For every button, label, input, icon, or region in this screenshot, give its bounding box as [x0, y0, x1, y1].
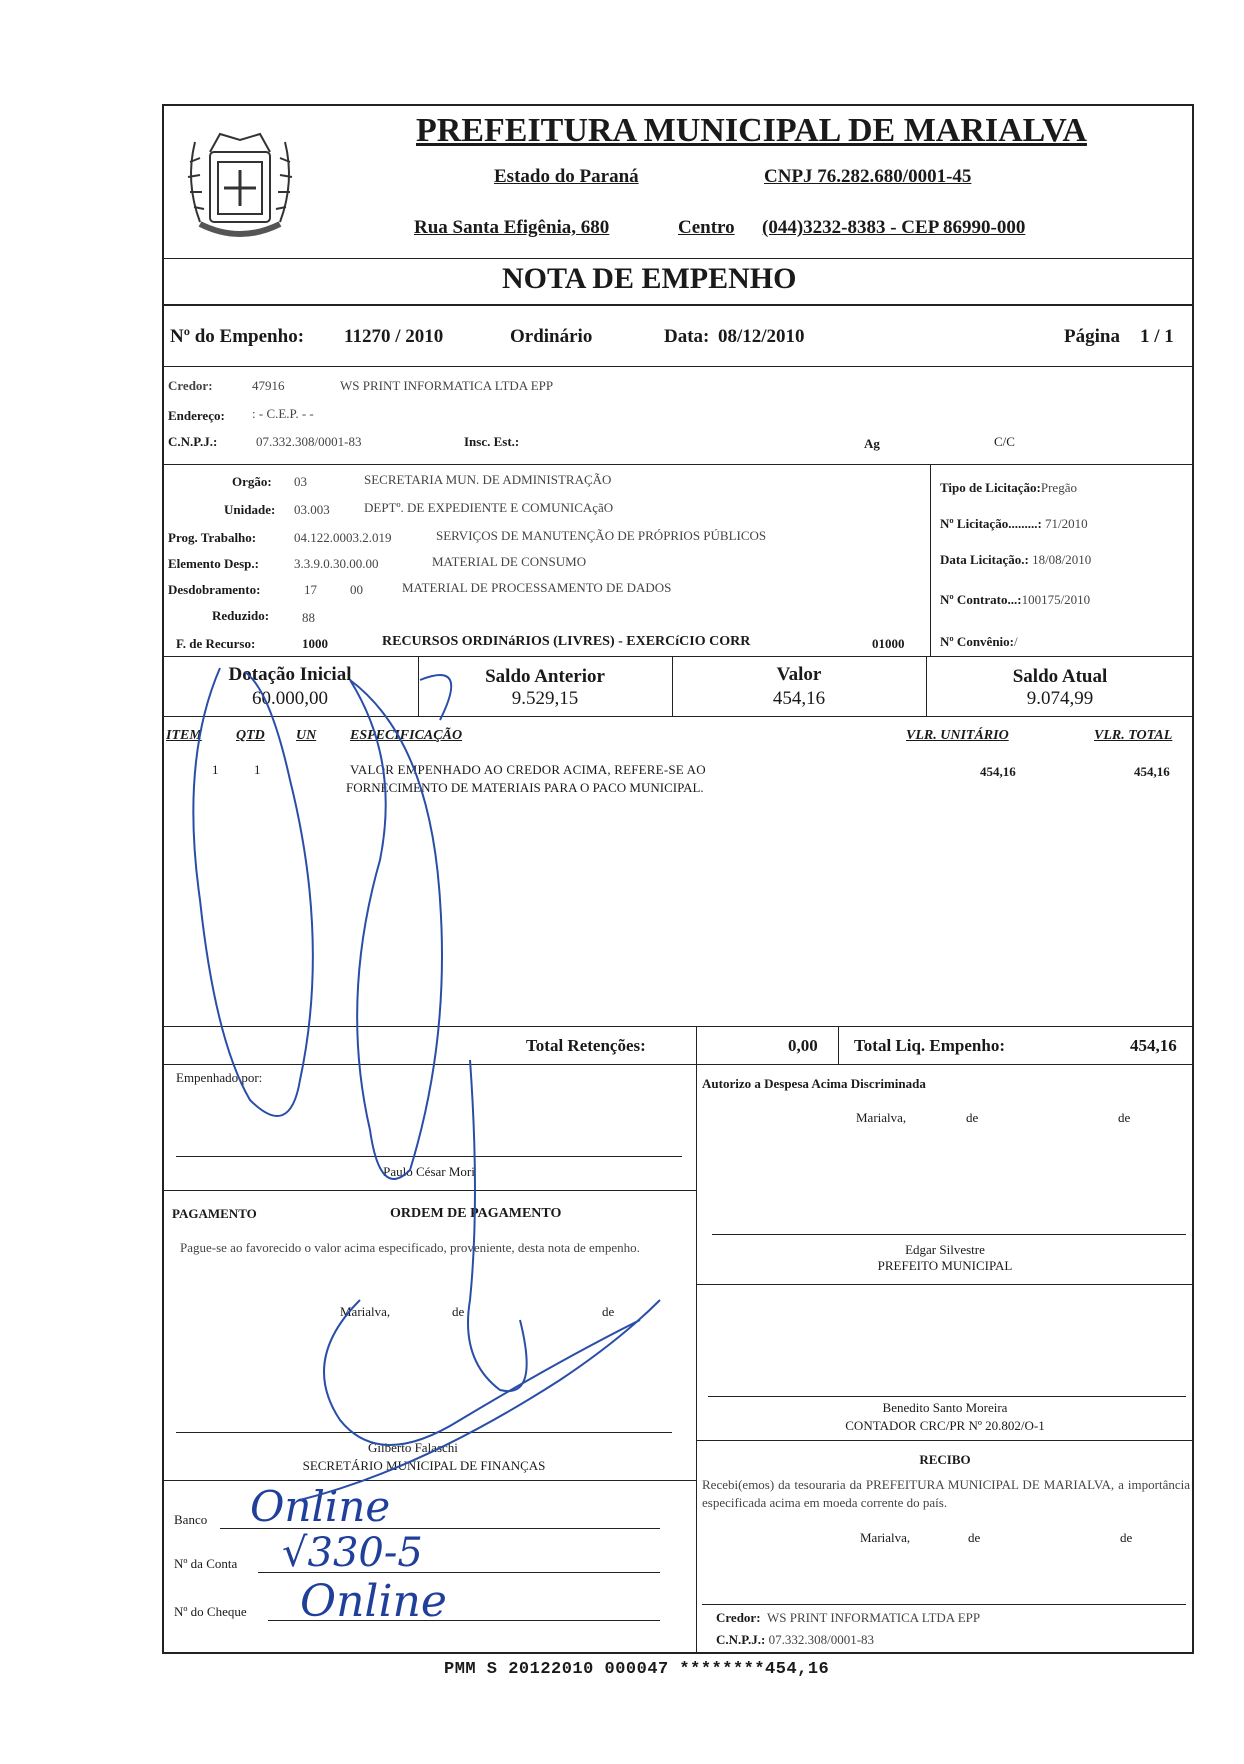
footer-stamp: PMM S 20122010 000047 ********454,16 [444, 1660, 830, 1679]
col-vlr-total-header: VLR. TOTAL [1094, 728, 1173, 743]
page-label: Página [1064, 326, 1120, 347]
autorizo-de-2: de [1118, 1110, 1131, 1125]
col-qtd-header: QTD [236, 728, 265, 743]
cnpj-label: C.N.P.J.: [168, 434, 218, 449]
document-title: NOTA DE EMPENHO [502, 262, 797, 295]
empenho-date: 08/12/2010 [718, 326, 805, 347]
num-licitacao-label: Nº Licitação.........: [940, 516, 1042, 531]
secretario-nome: Gilberto Falaschi [368, 1440, 458, 1455]
reduzido-label: Reduzido: [212, 608, 270, 623]
item-unit-value: 454,16 [980, 764, 1016, 779]
convenio-value: / [1014, 634, 1018, 649]
recibo-label: RECIBO [919, 1452, 971, 1467]
valor-value: 454,16 [772, 688, 826, 709]
saldo-atual-label: Saldo Atual [1012, 666, 1108, 687]
recurso-code: 1000 [302, 636, 328, 651]
prefeito-nome: Edgar Silvestre [905, 1242, 985, 1257]
desdobramento-label: Desdobramento: [168, 582, 261, 597]
recibo-credor-label: Credor: [716, 1610, 761, 1625]
recurso-code2: 01000 [872, 636, 905, 651]
total-liq-value: 454,16 [1130, 1036, 1177, 1055]
data-licitacao-label: Data Licitação.: [940, 552, 1029, 567]
saldo-anterior-label: Saldo Anterior [485, 666, 605, 687]
item-total-value: 454,16 [1134, 764, 1170, 779]
ordem-de-2: de [602, 1304, 615, 1319]
banco-handwritten: Online [250, 1482, 391, 1531]
unidade-code: 03.003 [294, 502, 330, 517]
saldo-atual-value: 9.074,99 [1026, 688, 1094, 709]
recurso-label: F. de Recurso: [176, 636, 256, 651]
contrato-label: Nº Contrato...: [940, 592, 1022, 607]
saldo-anterior-value: 9.529,15 [511, 688, 579, 709]
recibo-text: Recebi(emos) da tesouraria da PREFEITURA MUNICIPAL DE MARIALVA, a importância especificada acima em moeda corrente do país. [702, 1477, 1190, 1510]
unidade-value: DEPTº. DE EXPEDIENTE E COMUNICAçãO [364, 500, 614, 515]
endereco-label: Endereço: [168, 408, 225, 423]
pagamento-label: PAGAMENTO [172, 1206, 257, 1221]
tipo-licitacao-value: Pregão [1040, 480, 1077, 495]
municipal-crest-icon [170, 112, 310, 252]
recurso-value: RECURSOS ORDINáRIOS (LIVRES) - EXERCíCIO CORR [382, 634, 751, 649]
desdobramento-code2: 00 [350, 582, 363, 597]
empenho-label: Nº do Empenho: [170, 326, 305, 347]
col-un-header: UN [296, 728, 317, 743]
prog-trabalho-value: SERVIÇOS DE MANUTENÇÃO DE PRÓPRIOS PÚBLICOS [436, 528, 767, 543]
agencia-label: Ag [864, 436, 880, 451]
recibo-de-1: de [968, 1530, 981, 1545]
cnpj-value: 07.332.308/0001-83 [256, 434, 362, 449]
secretario-cargo: SECRETÁRIO MUNICIPAL DE FINANÇAS [302, 1458, 546, 1473]
valor-label: Valor [776, 664, 822, 685]
desdobramento-code1: 17 [304, 582, 317, 597]
total-retencoes-label: Total Retenções: [526, 1036, 646, 1055]
num-licitacao-value: 71/2010 [1045, 516, 1088, 531]
prefeito-cargo: PREFEITO MUNICIPAL [877, 1258, 1013, 1273]
total-liq-label: Total Liq. Empenho: [854, 1036, 1005, 1055]
total-retencoes-value: 0,00 [788, 1036, 818, 1055]
header-phone-cep: (044)3232-8383 - CEP 86990-000 [762, 217, 1026, 238]
prog-trabalho-code: 04.122.0003.2.019 [294, 530, 392, 545]
conta-corrente-label: C/C [994, 434, 1015, 449]
reduzido-value: 88 [302, 610, 315, 625]
numero-cheque-handwritten: Online [300, 1576, 447, 1627]
empenho-number: 11270 / 2010 [344, 326, 444, 347]
header-state: Estado do Paraná [494, 166, 639, 187]
recibo-marialva: Marialva, [860, 1530, 911, 1545]
autorizo-marialva: Marialva, [856, 1110, 907, 1125]
recibo-credor-value: WS PRINT INFORMATICA LTDA EPP [767, 1610, 981, 1625]
orgao-value: SECRETARIA MUN. DE ADMINISTRAÇÃO [364, 472, 612, 487]
elemento-label: Elemento Desp.: [168, 556, 259, 571]
autorizo-text: Autorizo a Despesa Acima Discriminada [702, 1076, 926, 1091]
credor-code: 47916 [252, 378, 285, 393]
banco-label: Banco [174, 1512, 208, 1527]
ordem-de-1: de [452, 1304, 465, 1319]
numero-conta-label: Nº da Conta [174, 1556, 238, 1571]
header-district: Centro [678, 217, 735, 238]
tipo-licitacao-label: Tipo de Licitação: [940, 480, 1041, 495]
unidade-label: Unidade: [224, 502, 276, 517]
autorizo-de-1: de [966, 1110, 979, 1125]
contador-nome: Benedito Santo Moreira [882, 1400, 1008, 1415]
endereco-value: : - C.E.P. - - [252, 406, 314, 421]
prog-trabalho-label: Prog. Trabalho: [168, 530, 257, 545]
col-vlr-unitario-header: VLR. UNITÁRIO [906, 728, 1009, 743]
recibo-cnpj-label: C.N.P.J.: [716, 1632, 766, 1647]
recibo-de-2: de [1120, 1530, 1133, 1545]
empenho-type: Ordinário [510, 326, 593, 347]
credor-label: Credor: [168, 378, 213, 393]
item-qtd: 1 [254, 762, 261, 777]
contrato-value: 100175/2010 [1021, 592, 1091, 607]
dotacao-inicial-value: 60.000,00 [252, 688, 328, 709]
ordem-pagamento-label: ORDEM DE PAGAMENTO [390, 1206, 562, 1221]
pague-se-text: Pague-se ao favorecido o valor acima especificado, proveniente, desta nota de empenho. [180, 1240, 640, 1255]
page-number: 1 / 1 [1140, 326, 1174, 347]
data-licitacao-value: 18/08/2010 [1032, 552, 1092, 567]
orgao-code: 03 [294, 474, 307, 489]
empenhado-por-nome: Paulo César Mori [383, 1164, 475, 1179]
item-spec-line1: VALOR EMPENHADO AO CREDOR ACIMA, REFERE-SE AO [350, 762, 706, 777]
header-address: Rua Santa Efigênia, 680 [414, 217, 610, 238]
elemento-code: 3.3.9.0.30.00.00 [294, 556, 379, 571]
header-cnpj: CNPJ 76.282.680/0001-45 [764, 166, 972, 187]
empenho-date-label: Data: [664, 326, 710, 347]
col-item-header: ITEM [166, 728, 202, 743]
numero-cheque-label: Nº do Cheque [174, 1604, 247, 1619]
orgao-label: Orgão: [232, 474, 272, 489]
desdobramento-value: MATERIAL DE PROCESSAMENTO DE DADOS [402, 580, 672, 595]
item-number: 1 [212, 762, 219, 777]
empenhado-por-label: Empenhado por: [176, 1070, 263, 1085]
numero-conta-handwritten: √330-5 [282, 1530, 423, 1576]
convenio-label: Nº Convênio: [940, 634, 1014, 649]
contador-cargo: CONTADOR CRC/PR Nº 20.802/O-1 [845, 1418, 1045, 1433]
header-title: PREFEITURA MUNICIPAL DE MARIALVA [416, 112, 1087, 149]
col-especificacao-header: ESPECIFICAÇÃO [350, 728, 463, 743]
ordem-marialva: Marialva, [340, 1304, 391, 1319]
insc-est-label: Insc. Est.: [464, 434, 520, 449]
elemento-value: MATERIAL DE CONSUMO [432, 554, 587, 569]
item-spec-line2: FORNECIMENTO DE MATERIAIS PARA O PACO MUNICIPAL. [346, 780, 704, 795]
recibo-cnpj-value: 07.332.308/0001-83 [768, 1632, 875, 1647]
dotacao-inicial-label: Dotação Inicial [228, 664, 352, 685]
credor-name: WS PRINT INFORMATICA LTDA EPP [340, 378, 554, 393]
